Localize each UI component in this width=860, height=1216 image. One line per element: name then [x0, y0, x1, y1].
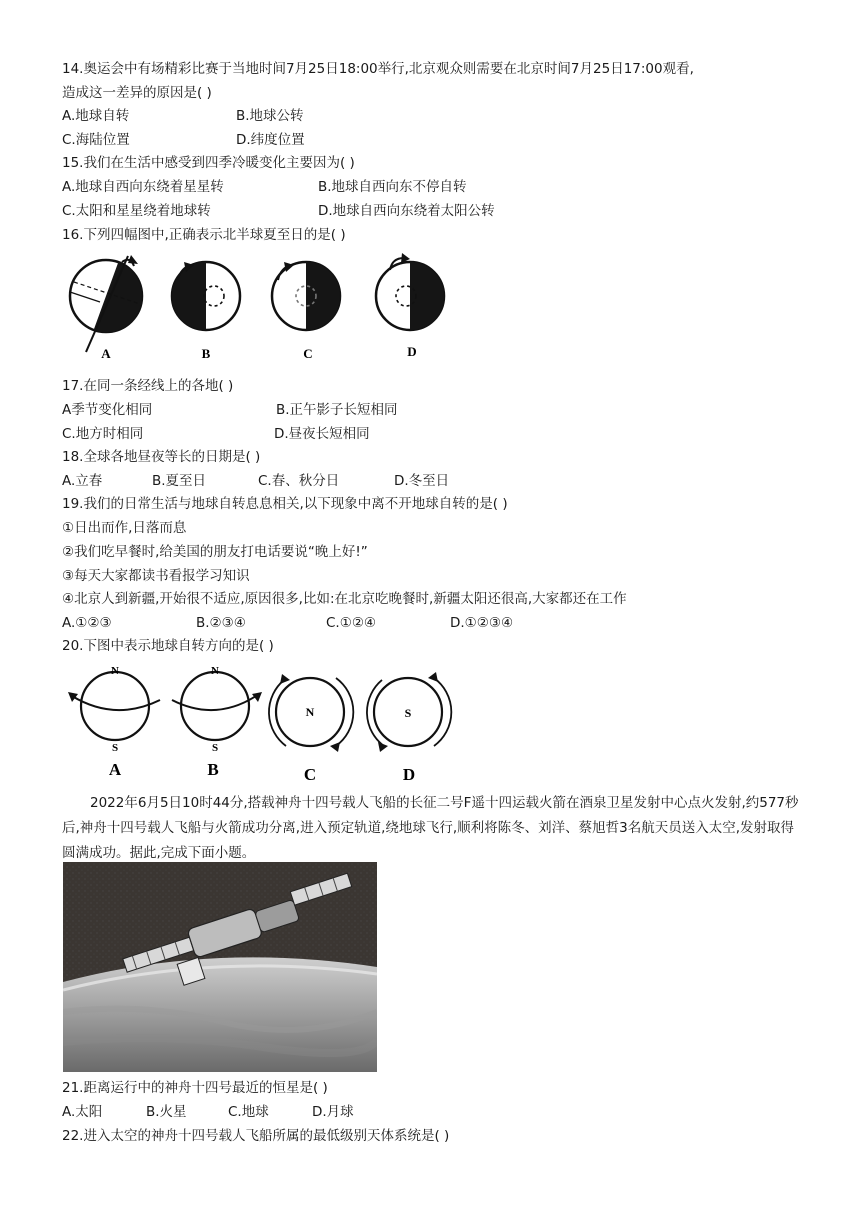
q19-option-d: D.①②③④	[450, 615, 514, 631]
q19-stem: 19.我们的日常生活与地球自转息息相关,以下现象中离不开地球自转的是( )	[62, 496, 508, 512]
q19-item-1: ①日出而作,日落而息	[62, 520, 187, 536]
q20-label-c: C	[303, 765, 317, 784]
q20-figure	[60, 660, 470, 784]
spacecraft-photo	[63, 862, 377, 1072]
q20-label-d: D	[402, 765, 416, 784]
q16-label-c: C	[303, 346, 313, 361]
q20-globe-b	[172, 665, 262, 754]
q17-option-c: C.地方时相同	[62, 426, 144, 442]
q19-item-3: ③每天大家都读书看报学习知识	[62, 568, 250, 584]
svg-text:S: S	[211, 742, 219, 754]
q15-option-c: C.太阳和星星绕着地球转	[62, 203, 211, 219]
q20-stem: 20.下图中表示地球自转方向的是( )	[62, 638, 274, 654]
q20-globe-a	[68, 665, 160, 754]
svg-text:S: S	[111, 742, 119, 754]
q17-option-b: B.正午影子长短相同	[276, 402, 398, 418]
q18-option-d: D.冬至日	[394, 473, 450, 489]
q17-option-d: D.昼夜长短相同	[274, 426, 370, 442]
q18-stem: 18.全球各地昼夜等长的日期是( )	[62, 449, 261, 465]
q22-stem: 22.进入太空的神舟十四号载人飞船所属的最低级别天体系统是( )	[62, 1128, 450, 1144]
q15-stem: 15.我们在生活中感受到四季冷暖变化主要因为( )	[62, 155, 355, 171]
q14-option-d: D.纬度位置	[236, 132, 305, 148]
q19-option-b: B.②③④	[196, 615, 246, 631]
q16-stem: 16.下列四幅图中,正确表示北半球夏至日的是( )	[62, 227, 346, 243]
q16-figure	[60, 252, 480, 364]
q20-globe-d	[367, 672, 451, 752]
q16-label-a: A	[101, 346, 111, 361]
q14-option-c: C.海陆位置	[62, 132, 130, 148]
q16-label-b: B	[201, 346, 211, 361]
q16-globe-c	[272, 262, 340, 330]
q16-globe-b	[172, 262, 240, 330]
q19-item-4: ④北京人到新疆,开始很不适应,原因很多,比如:在北京吃晚餐时,新疆太阳还很高,大家都还在工作	[62, 591, 627, 607]
passage-text: 2022年6月5日10时44分,搭载神舟十四号载人飞船的长征二号F遥十四运载火箭在酒泉卫星发射中心点火发射,约577秒后,神舟十四号载人飞船与火箭成功分离,进入预定轨道,绕地球飞行,顺利将陈冬、刘洋、蔡旭哲3名航天员送入太空,发射取得圆满成功。据此,完成下面小题。	[62, 795, 799, 861]
q18-option-b: B.夏至日	[152, 473, 207, 489]
q21-stem: 21.距离运行中的神舟十四号最近的恒星是( )	[62, 1080, 328, 1096]
q21-option-a: A.太阳	[62, 1104, 103, 1120]
svg-text:S: S	[404, 706, 412, 720]
q21-option-c: C.地球	[228, 1104, 269, 1120]
q19-item-2: ②我们吃早餐时,给美国的朋友打电话要说“晚上好!”	[62, 544, 368, 560]
q20-label-b: B	[207, 760, 219, 779]
q20-globe-c	[269, 674, 353, 752]
q16-label-d: D	[407, 344, 417, 359]
svg-text:N: N	[305, 705, 315, 719]
q15-option-d: D.地球自西向东绕着太阳公转	[318, 203, 495, 219]
q18-option-c: C.春、秋分日	[258, 473, 340, 489]
q17-option-a: A季节变化相同	[62, 402, 153, 418]
q15-option-a: A.地球自西向东绕着星星转	[62, 179, 224, 195]
q14-option-a: A.地球自转	[62, 108, 130, 124]
q14-option-b: B.地球公转	[236, 108, 304, 124]
q15-option-b: B.地球自西向东不停自转	[318, 179, 467, 195]
q18-option-a: A.立春	[62, 473, 103, 489]
q16-globe-a	[70, 255, 152, 352]
q14-stem-line2: 造成这一差异的原因是( )	[62, 85, 212, 101]
svg-text:N: N	[211, 665, 219, 677]
q19-option-a: A.①②③	[62, 615, 112, 631]
q16-globe-d	[376, 253, 444, 330]
q14-stem-line1: 14.奥运会中有场精彩比赛于当地时间7月25日18:00举行,北京观众则需要在北京时间7月25日17:00观看,	[62, 61, 694, 77]
q21-option-b: B.火星	[146, 1104, 187, 1120]
q21-option-d: D.月球	[312, 1104, 354, 1120]
svg-text:N: N	[111, 665, 119, 677]
q20-label-a: A	[108, 760, 122, 779]
q19-option-c: C.①②④	[326, 615, 377, 631]
q17-stem: 17.在同一条经线上的各地( )	[62, 378, 234, 394]
